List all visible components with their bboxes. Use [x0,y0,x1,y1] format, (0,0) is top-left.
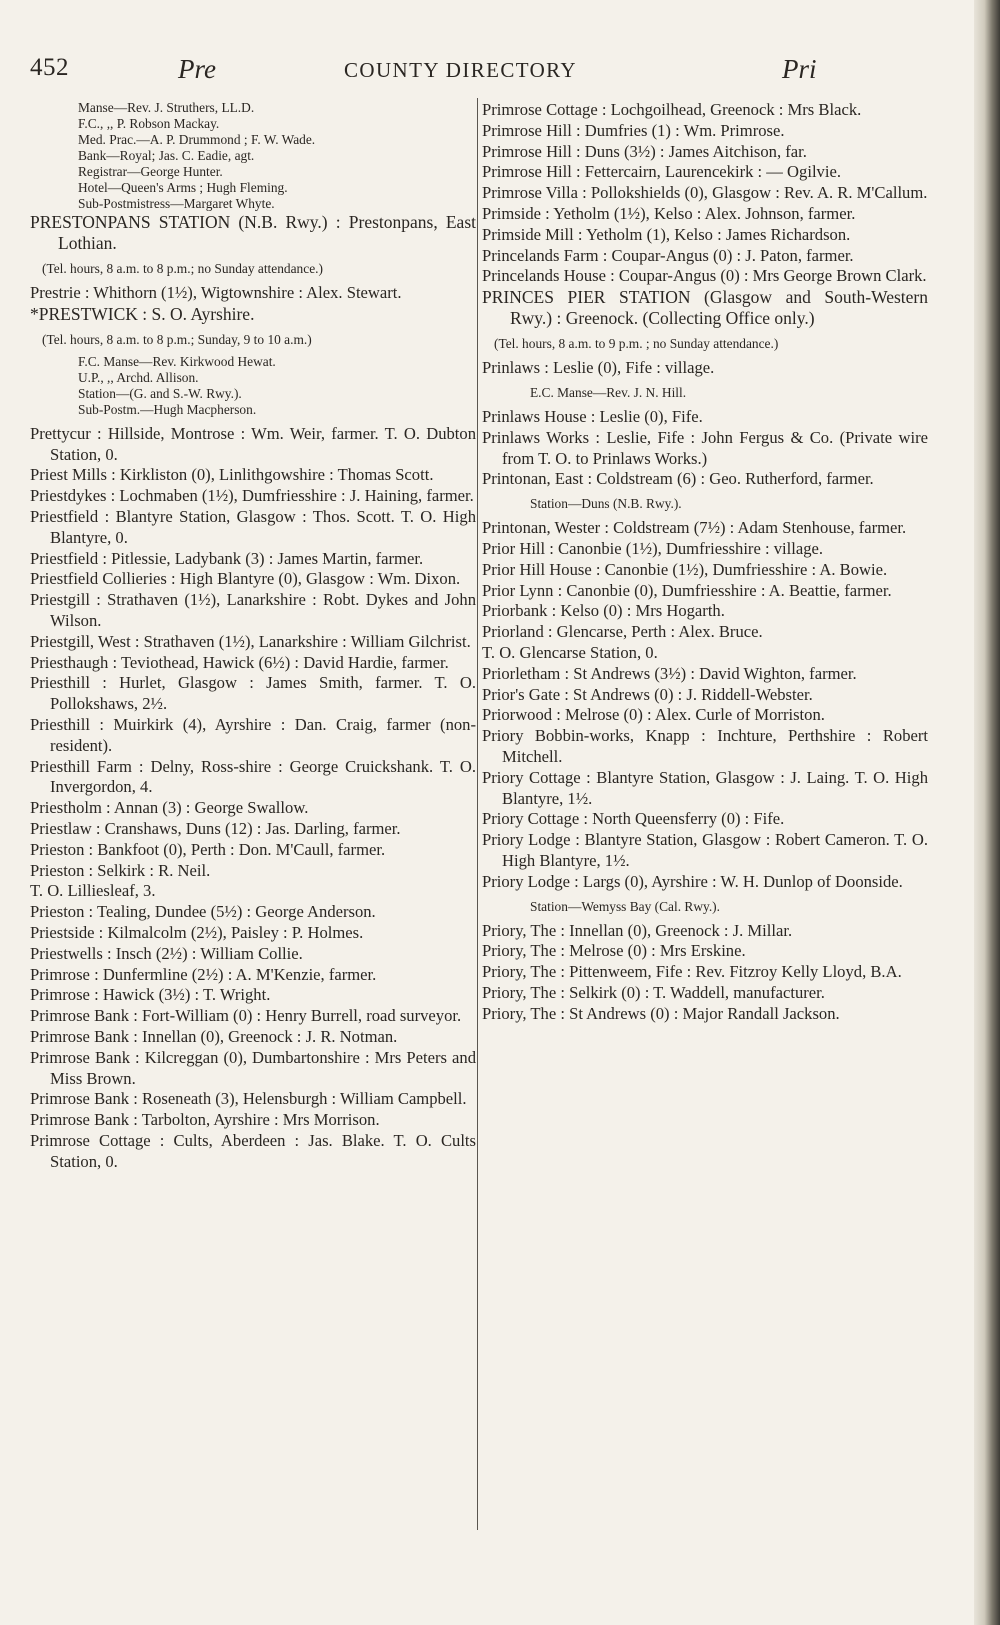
directory-entry: Priory Cottage : Blantyre Station, Glasgow : J. Laing. T. O. High Blantyre, 1½. [482,767,928,808]
directory-entry: Primrose Bank : Tarbolton, Ayrshire : Mrs Morrison. [30,1110,380,1130]
directory-entry: Prieston : Tealing, Dundee (5½) : George Anderson. [30,902,376,922]
page-title: COUNTY DIRECTORY [344,58,577,82]
directory-entry: Prinlaws : Leslie (0), Fife : village. [482,358,715,378]
directory-entry: Priestlaw : Cranshaws, Duns (12) : Jas. Darling, farmer. [30,818,401,838]
directory-entry: Primrose Hill : Fettercairn, Laurencekirk : — Ogilvie. [482,162,841,182]
directory-entry: Priesthill Farm : Delny, Ross-shire : George Cruickshank. T. O. Invergordon, 4. [30,756,476,797]
sub-entry: Sub-Postmistress—Margaret Whyte. [78,196,275,211]
directory-entry: Primrose : Dunfermline (2½) : A. M'Kenzie, farmer. [30,964,377,984]
centered-note: Station—Duns (N.B. Rwy.). [530,496,682,512]
directory-entry: Priestfield : Pitlessie, Ladybank (3) : James Martin, farmer. [30,548,424,568]
directory-entry: Priestfield Collieries : High Blantyre (0), Glasgow : Wm. Dixon. [30,569,461,589]
directory-entry: Prior Hill : Canonbie (1½), Dumfriesshire : village. [482,538,824,558]
directory-entry: T. O. Lilliesleaf, 3. [30,881,156,901]
directory-entry: Priestholm : Annan (3) : George Swallow. [30,798,309,818]
directory-entry: Prestrie : Whithorn (1½), Wigtownshire : Alex. Stewart. [30,283,402,302]
directory-entry: Priory Cottage : North Queensferry (0) : Fife. [482,809,785,829]
page-header [30,54,930,88]
directory-entry: Priesthill : Hurlet, Glasgow : James Smith, farmer. T. O. Pollokshaws, 2½. [30,673,476,714]
directory-entry: Priory, The : Pittenweem, Fife : Rev. Fitzroy Kelly Lloyd, B.A. [482,962,902,982]
directory-entry: Priorwood : Melrose (0) : Alex. Curle of Morriston. [482,705,825,725]
directory-entry: Princelands Farm : Coupar-Angus (0) : J. Paton, farmer. [482,245,854,265]
station-heading: *PRESTWICK : S. O. Ayrshire. [30,303,255,324]
directory-entry: Prettycur : Hillside, Montrose : Wm. Weir, farmer. T. O. Dubton Station, 0. [30,423,476,464]
directory-entry: Priestfield : Blantyre Station, Glasgow : Thos. Scott. T. O. High Blantyre, 0. [30,506,476,547]
directory-entry: Primrose : Hawick (3½) : T. Wright. [30,985,271,1005]
directory-entry: Priory Bobbin-works, Knapp : Inchture, Perthshire : Robert Mitchell. [482,726,928,766]
directory-entry: Prinlaws Works : Leslie, Fife : John Fergus & Co. (Private wire from T. O. to Prinlaws Works.) [482,427,928,468]
header-right-word: Pri [782,54,817,84]
directory-entry: Priory, The : Selkirk (0) : T. Waddell, manufacturer. [482,982,825,1002]
directory-entry: Priestgill : Strathaven (1½), Lanarkshire : Robt. Dykes and John Wilson. [30,590,476,630]
directory-entry: Primrose Hill : Dumfries (1) : Wm. Primrose. [482,120,785,140]
directory-entry: Priory, The : St Andrews (0) : Major Randall Jackson. [482,1003,840,1023]
directory-entry: Priory, The : Innellan (0), Greenock : J. Millar. [482,920,793,940]
directory-entry: Printonan, Wester : Coldstream (7½) : Adam Stenhouse, farmer. [482,518,907,538]
directory-entry: Priesthill : Muirkirk (4), Ayrshire : Dan. Craig, farmer (non-resident). [30,714,476,755]
sub-entry: F.C. Manse—Rev. Kirkwood Hewat. [78,353,276,369]
directory-entry: Primrose Cottage : Cults, Aberdeen : Jas. Blake. T. O. Cults Station, 0. [30,1130,476,1171]
centered-note: E.C. Manse—Rev. J. N. Hill. [530,384,687,400]
telegraph-hours: (Tel. hours, 8 a.m. to 8 p.m.; no Sunday attendance.) [42,261,323,276]
directory-entry: Priorbank : Kelso (0) : Mrs Hogarth. [482,601,725,621]
right-column [482,100,928,1024]
directory-entry: Primrose Bank : Fort-William (0) : Henry Burrell, road surveyor. [30,1006,462,1026]
directory-entry: Prior Hill House : Canonbie (1½), Dumfriesshire : A. Bowie. [482,559,888,579]
directory-entry: Priestgill, West : Strathaven (1½), Lanarkshire : William Gilchrist. [30,631,471,651]
directory-entry: Priorletham : St Andrews (3½) : David Wighton, farmer. [482,663,857,683]
directory-entry: Priestwells : Insch (2½) : William Collie. [30,943,303,963]
sub-entry: Registrar—George Hunter. [78,164,223,179]
book-binding-edge [974,0,1000,1625]
sub-entry: Med. Prac.—A. P. Drummond ; F. W. Wade. [78,132,316,147]
directory-entry: Priorland : Glencarse, Perth : Alex. Bruce. [482,622,763,642]
column-divider [477,98,478,1530]
directory-entry: Printonan, East : Coldstream (6) : Geo. Rutherford, farmer. [482,469,874,489]
directory-entry: Primrose Cottage : Lochgoilhead, Greenock : Mrs Black. [482,100,862,119]
header-left-word: Pre [178,54,216,84]
sub-entry: Sub-Postm.—Hugh Macpherson. [78,401,257,417]
page-number: 452 [30,54,69,81]
directory-entry: Primrose Bank : Roseneath (3), Helensburgh : William Campbell. [30,1089,467,1109]
left-column [30,100,476,1172]
directory-entry: Priory, The : Melrose (0) : Mrs Erskine. [482,941,746,961]
directory-entry: Priestside : Kilmalcolm (2½), Paisley : P. Holmes. [30,922,364,942]
directory-entry: Prieston : Selkirk : R. Neil. [30,860,211,880]
directory-entry: Princelands House : Coupar-Angus (0) : Mrs George Brown Clark. [482,266,927,286]
directory-entry: T. O. Glencarse Station, 0. [482,642,658,662]
station-heading: PRESTONPANS STATION (N.B. Rwy.) : Prestonpans, East Lothian. [30,212,476,253]
telegraph-hours: (Tel. hours, 8 a.m. to 8 p.m.; Sunday, 9 to 10 a.m.) [42,331,312,347]
sub-entry: U.P., ,, Archd. Allison. [78,369,199,385]
directory-entry: Prinlaws House : Leslie (0), Fife. [482,406,703,426]
sub-entry: Bank—Royal; Jas. C. Eadie, agt. [78,148,255,163]
directory-entry: Priestdykes : Lochmaben (1½), Dumfriesshire : J. Haining, farmer. [30,486,474,506]
directory-entry: Prior's Gate : St Andrews (0) : J. Riddell-Webster. [482,684,813,704]
directory-entry: Primrose Hill : Duns (3½) : James Aitchison, far. [482,141,807,161]
directory-entry: Primrose Bank : Kilcreggan (0), Dumbartonshire : Mrs Peters and Miss Brown. [30,1047,476,1088]
station-heading: PRINCES PIER STATION (Glasgow and South-Western Rwy.) : Greenock. (Collecting Office only.) [482,287,928,329]
directory-entry: Priesthaugh : Teviothead, Hawick (6½) : David Hardie, farmer. [30,652,449,672]
directory-entry: Primside : Yetholm (1½), Kelso : Alex. Johnson, farmer. [482,203,856,223]
directory-entry: Primside Mill : Yetholm (1), Kelso : James Richardson. [482,224,851,244]
directory-entry: Primrose Bank : Innellan (0), Greenock : J. R. Notman. [30,1026,398,1046]
directory-entry: Prieston : Bankfoot (0), Perth : Don. M'Caull, farmer. [30,839,386,859]
telegraph-hours: (Tel. hours, 8 a.m. to 9 p.m. ; no Sunday attendance.) [494,336,779,352]
sub-entry: Manse—Rev. J. Struthers, LL.D. [78,100,255,115]
directory-entry: Priest Mills : Kirkliston (0), Linlithgowshire : Thomas Scott. [30,465,434,485]
directory-entry: Prior Lynn : Canonbie (0), Dumfriesshire : A. Beattie, farmer. [482,580,892,600]
centered-note: Station—Wemyss Bay (Cal. Rwy.). [530,898,720,914]
directory-entry: Priory Lodge : Blantyre Station, Glasgow : Robert Cameron. T. O. High Blantyre, 1½. [482,830,928,870]
sub-entry: F.C., ,, P. Robson Mackay. [78,116,220,131]
directory-entry: Primrose Villa : Pollokshields (0), Glasgow : Rev. A. R. M'Callum. [482,183,928,203]
sub-entry: Hotel—Queen's Arms ; Hugh Fleming. [78,180,288,195]
sub-entry: Station—(G. and S.-W. Rwy.). [78,385,242,401]
directory-entry: Priory Lodge : Largs (0), Ayrshire : W. H. Dunlop of Doonside. [482,871,903,891]
